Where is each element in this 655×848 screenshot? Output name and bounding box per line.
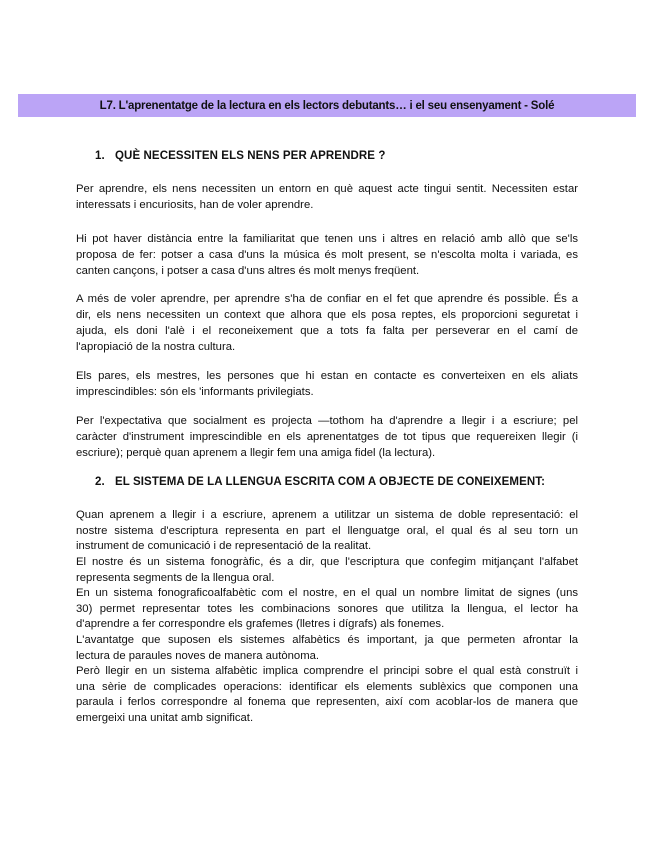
section-title: QUÈ NECESSITEN ELS NENS PER APRENDRE ? — [115, 150, 386, 162]
paragraph-line: paraula i ferlos correspondre al fonema que representen, així com acoblar-los de manera que — [76, 696, 578, 708]
paragraph-line: L'avantatge que suposen els sistemes alfabètics és important, ja que permeten afrontar la — [76, 634, 578, 646]
paragraph — [76, 181, 578, 213]
paragraph-line: una sèrie de complicades operacions: identificar els elements sublèxics que componen una — [76, 680, 578, 693]
section-2-heading — [95, 476, 545, 488]
paragraph-line: En un sistema fonograficoalfabètic com el nostre, en el qual un nombre limitat de signes (uns — [76, 587, 578, 599]
paragraph-line: instrument de comunicació i de representació de la realitat. — [76, 540, 372, 552]
paragraph-line: interessats i encuriosits, han de voler aprendre. — [76, 199, 314, 211]
section-number: 2. — [95, 476, 105, 488]
section-1-heading — [95, 150, 385, 162]
paragraph-line: representa segments de la llengua oral. — [76, 571, 275, 584]
paragraph — [76, 633, 578, 664]
document-title-banner — [18, 94, 636, 117]
paragraph — [76, 586, 578, 633]
section-title: EL SISTEMA DE LA LLENGUA ESCRITA COM A OBJECTE DE CONEIXEMENT: — [115, 476, 546, 488]
paragraph — [76, 664, 578, 726]
paragraph-line: l'apropiació de la nostra cultura. — [76, 341, 236, 353]
paragraph-line: A més de voler aprendre, per aprendre s'ha de confiar en el fet que aprendre és possible. És a — [76, 293, 578, 305]
paragraph — [76, 413, 578, 461]
paragraph-line: caràcter d'instrument imprescindible en els aprenentatges de tot tipus que requereixen llegir (i — [76, 431, 578, 443]
paragraph-line: Però llegir en un sistema alfabètic implica comprendre el principi sobre el qual està construït i — [76, 665, 578, 677]
paragraph-line: emergeixi una unitat amb significat. — [76, 711, 254, 724]
paragraph-line: Per aprendre, els nens necessiten un entorn en què aquest acte tingui sentit. Necessiten estar — [76, 183, 578, 195]
paragraph-line: nostre sistema d'escriptura representa en part el llenguatge oral, el qual és al seu torn un — [76, 524, 578, 537]
paragraph-line: d'aprendre a fer correspondre els grafemes (lletres i dígrafs) als fonemes. — [76, 618, 445, 630]
paragraph-line: dir, els nens necessiten un context que alhora que els posa reptes, els proporcioni seguretat i — [76, 309, 578, 321]
paragraph-line: Quan aprenem a llegir i a escriure, aprenem a utilitzar un sistema de doble representació: el — [76, 509, 578, 521]
section-number: 1. — [95, 150, 105, 162]
paragraph-line: lectura de paraules noves de manera autònoma. — [76, 649, 320, 662]
paragraph — [76, 555, 578, 586]
document-title: L7. L'aprenentatge de la lectura en els lectors debutants… i el seu ensenyament - Solé — [99, 99, 555, 112]
paragraph-line: El nostre és un sistema fonogràfic, és a dir, que l'escriptura que confegim mitjançant l'alfabet — [76, 556, 578, 568]
paragraph — [76, 508, 578, 555]
paragraph-line: proposa de fer: potser a casa d'uns la música és molt present, se n'escolta molta i variada, es — [76, 249, 578, 261]
paragraph — [76, 231, 578, 279]
paragraph-line: escriure); perquè quan aprenem a llegir fem una amiga fidel (la lectura). — [76, 447, 436, 459]
paragraph-line: Els pares, els mestres, les persones que hi estan en contacte es converteixen en els aliats — [76, 370, 578, 382]
paragraph-line: ajuda, els doni l'alè i el reconeixement que a tots fa falta per perseverar en el camí de — [76, 325, 578, 337]
paragraph-line: imprescindibles: són els 'informants privilegiats. — [76, 386, 314, 398]
paragraph — [76, 291, 578, 355]
paragraph — [76, 368, 578, 400]
paragraph-line: 30) permet representar totes les combinacions sonores que utilitza la llengua, el lector ha — [76, 602, 578, 615]
paragraph-line: Per l'expectativa que socialment es projecta —tothom ha d'aprendre a llegir i a escriure; pel — [76, 415, 578, 427]
paragraph-line: Hi pot haver distància entre la familiaritat que tenen uns i altres en relació amb allò que se'ls — [76, 233, 578, 245]
paragraph-line: canten cançons, i potser a casa d'uns altres és molt menys freqüent. — [76, 265, 420, 277]
